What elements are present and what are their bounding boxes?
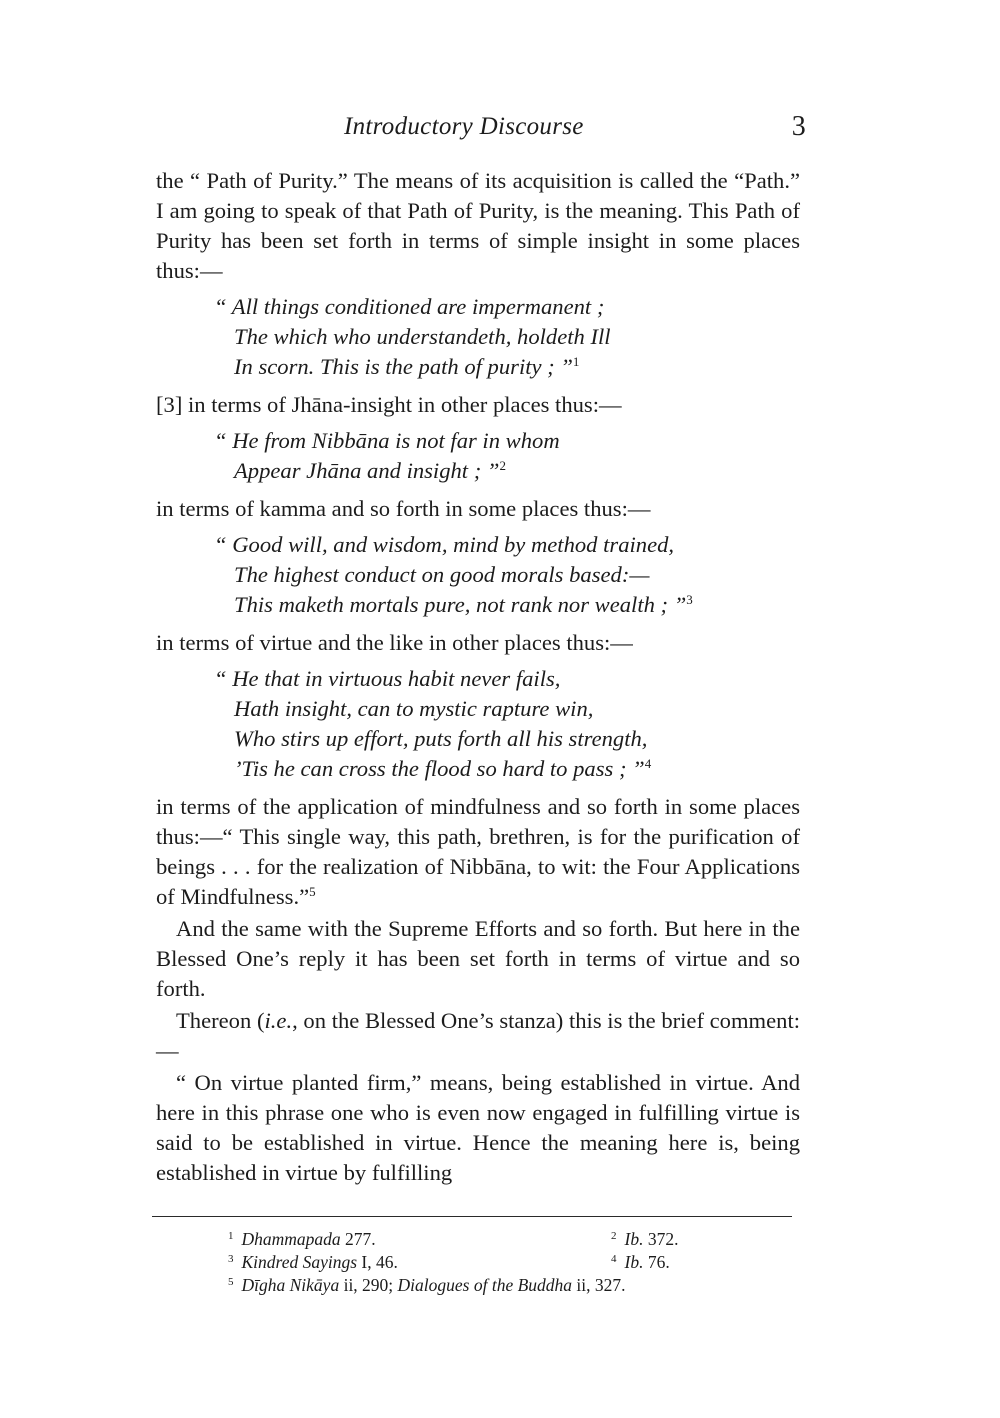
verse-line: “ Good will, and wisdom, mind by method trained, [214, 532, 675, 557]
verse-line: The highest conduct on good morals based:— [234, 562, 650, 587]
footnotes [228, 1228, 768, 1297]
verse-line: “ He from Nibbāna is not far in whom [214, 428, 560, 453]
paragraph-thereon: Thereon (i.e., on the Blessed One’s stanza) this is the brief comment:— [156, 1008, 800, 1063]
verse-impermanent [214, 292, 800, 382]
verse-line: Hath insight, can to mystic rapture win, [234, 696, 594, 721]
paragraph-jhana-insight: [3] in terms of Jhāna-insight in other places thus:— [156, 392, 622, 417]
footnote-ref: 4 [644, 756, 652, 771]
paragraph-mindfulness: in terms of the application of mindfulness and so forth in some places thus:—“ This single way, this path, brethren, is for the purification of beings . . . for the realization of Nibbāna, to wit: the Four Applications of Mindfulness.”$^5$ [156, 794, 800, 909]
verse-line: The which who understandeth, holdeth Ill [234, 324, 611, 349]
verse-line: This maketh mortals pure, not rank nor wealth ; ”$^3$ [234, 592, 693, 617]
footnote-ref: 5 [309, 884, 316, 899]
footnote-4: $^4$ Ib. 76. [611, 1252, 670, 1272]
verse-line: ’Tis he can cross the flood so hard to pass ; ”$^4$ [234, 756, 652, 781]
verse-good-will [214, 530, 800, 620]
footnote-ref: 3 [686, 592, 693, 607]
paragraph-path-of-purity: the “ Path of Purity.” The means of its acquisition is called the “Path.” I am going to speak of that Path of Purity, is the meaning. This Path of Purity has been set forth in terms of simple insight in some places thus:— [156, 168, 800, 283]
paragraph-supreme-efforts: And the same with the Supreme Efforts and so forth. But here in the Blessed One’s reply it has been set forth in terms of virtue and so forth. [156, 916, 800, 1001]
paragraph-virtue: in terms of virtue and the like in other places thus:— [156, 630, 633, 655]
running-head-title: Introductory Discourse [344, 113, 584, 140]
footnote-ref: 1 [572, 354, 580, 369]
paragraph-kamma: in terms of kamma and so forth in some places thus:— [156, 496, 651, 521]
footnote-row [228, 1228, 768, 1251]
body-text [156, 166, 800, 1188]
verse-line: “ All things conditioned are impermanent ; [214, 294, 605, 319]
verse-line: “ He that in virtuous habit never fails, [214, 666, 561, 691]
footnote-3: $^3$ Kindred Sayings I, 46. [228, 1252, 398, 1272]
footnote-ref: 2 [499, 458, 506, 473]
footnote-1: $^1$ Dhammapada 277. [228, 1229, 376, 1249]
paragraph-virtue-planted: “ On virtue planted firm,” means, being established in virtue. And here in this phrase one who is even now engaged in fulfilling virtue is said to be established in virtue. Hence the meaning here is, being established in virtue by fulfilling [156, 1070, 800, 1185]
page-number: 3 [791, 111, 806, 142]
footnote-row [228, 1251, 768, 1274]
footnote-2: $^2$ Ib. 372. [611, 1229, 679, 1249]
verse-line: Who stirs up effort, puts forth all his strength, [234, 726, 648, 751]
footnote-5: $^5$ Dīgha Nikāya ii, 290; Dialogues of the Buddha ii, 327. [228, 1275, 626, 1295]
footnote-row [228, 1274, 768, 1297]
verse-line: In scorn. This is the path of purity ; ”$^1$ [234, 354, 580, 379]
verse-virtuous-habit [214, 664, 800, 784]
footnote-divider [152, 1216, 792, 1217]
verse-nibbana [214, 426, 800, 486]
verse-line: Appear Jhāna and insight ; ”$^2$ [234, 458, 506, 483]
